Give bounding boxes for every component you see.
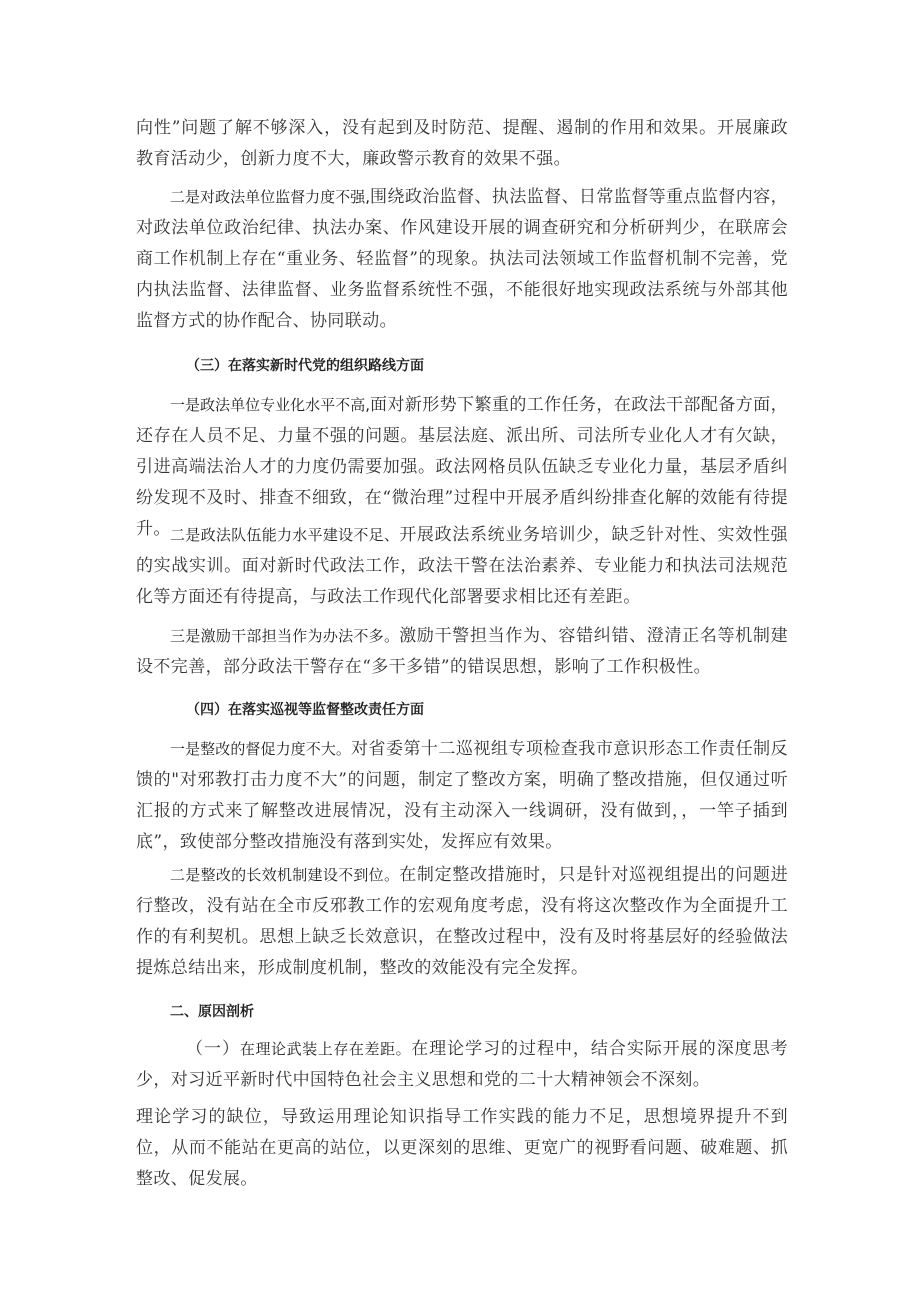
paragraph-text: 理论学习的缺位，导致运用理论知识指导工作实践的能力不足，思想境界提升不到位，从而不能站在更高的站位，以更深刻的思维、更宽广的视野看问题、破难题、抓整改、促发展。 [136, 1107, 788, 1189]
paragraph-continuation [136, 113, 788, 175]
paragraph-theory [136, 1034, 788, 1096]
paragraph-lead: 二是对政法单位监督力度不强, [170, 188, 370, 206]
paragraph-lead: 一是政法单位专业化水平不高, [170, 396, 370, 414]
section-heading-4: （四）在落实巡视等监督整改责任方面 [186, 702, 424, 718]
paragraph-text: 激励干警担当作为、容错纠错、澄清正名等机制建设不完善，部分政法干警存在“多干多错”的错误思想，影响了工作积极性。 [136, 626, 788, 677]
paragraph-lead: 一是整改的督促力度不大。 [170, 740, 351, 758]
paragraph-incentives [136, 621, 788, 683]
paragraph-text: 开展政法系统业务培训少，缺乏针对性、实效性强的实战实训。面对新时代政法工作，政法干警在法治素养、专业能力和执法司法规范化等方面还有待提高，与政法工作现代化部署要求相比还有差距。 [136, 525, 788, 607]
paragraph-theory-continued [136, 1102, 788, 1195]
paragraph-text: 在制定整改措施时，只是针对巡视组提出的问题进行整改，没有站在全市反邪教工作的宏观角度考虑，没有将这次整改作为全面提升工作的有利契机。思想上缺乏长效意识，在整改过程中，没有及时将基层好的经验做法提炼总结出来，形成制度机制，整改的效能没有完全发挥。 [136, 865, 788, 978]
paragraph-prefix: （一） [186, 1039, 240, 1059]
paragraph-text: 面对新形势下繁重的工作任务，在政法干部配备方面，还存在人员不足、力量不强的问题。基层法庭、派出所、司法所专业化人才有欠缺，引进高端法治人才的力度仍需要加强。政法网格员队伍缺乏专业化力量，基层矛盾纠纷发现不及时、排查不细致，在“微治理”过程中开展矛盾纠纷排查化解的效能有待提升。 [136, 395, 788, 539]
paragraph-lead: 在理论武装上存在差距。 [239, 1040, 412, 1058]
paragraph-lead: 二是政法队伍能力水平建设不足、 [170, 526, 400, 544]
paragraph-lead: 三是激励干部担当作为办法不多。 [170, 627, 400, 645]
paragraph-text: 在理论学习的过程中，结合实际开展的深度思考少，对习近平新时代中国特色社会主义思想和党的二十大精神领会不深刻。 [136, 1039, 788, 1090]
paragraph-text: 向性”问题了解不够深入，没有起到及时防范、提醒、遏制的作用和效果。开展廉政教育活动少，创新力度不大，廉政警示教育的效果不强。 [136, 118, 788, 169]
paragraph-long-term-mechanism [136, 860, 788, 984]
section-heading-cause-analysis: 二、原因剖析 [170, 1004, 254, 1020]
paragraph-team-capacity [136, 520, 788, 613]
section-heading-3: （三）在落实新时代党的组织路线方面 [186, 358, 424, 374]
paragraph-text: 对省委第十二巡视组专项检查我市意识形态工作责任制反馈的"对邪教打击力度不大”的问题，制定了整改方案，明确了整改措施，但仅通过听汇报的方式来了解整改进展情况，没有主动深入一线调研，没有做到，，一竿子插到底”，致使部分整改措施没有落到实处，发挥应有效果。 [136, 739, 788, 852]
paragraph-supervision-weak [136, 182, 788, 337]
paragraph-text: 围绕政治监督、执法监督、日常监督等重点监督内容，对政法单位政治纪律、执法办案、作风建设开展的调查研究和分析研判少，在联席会商工作机制上存在“重业务、轻监督”的现象。执法司法领域工作监督机制不完善，党内执法监督、法律监督、业务监督系统性不强，不能很好地实现政法系统与外部其他监督方式的协作配合、协同联动。 [136, 187, 788, 331]
paragraph-lead: 二是整改的长效机制建设不到位。 [170, 866, 400, 884]
paragraph-rectification-supervision [136, 734, 788, 858]
